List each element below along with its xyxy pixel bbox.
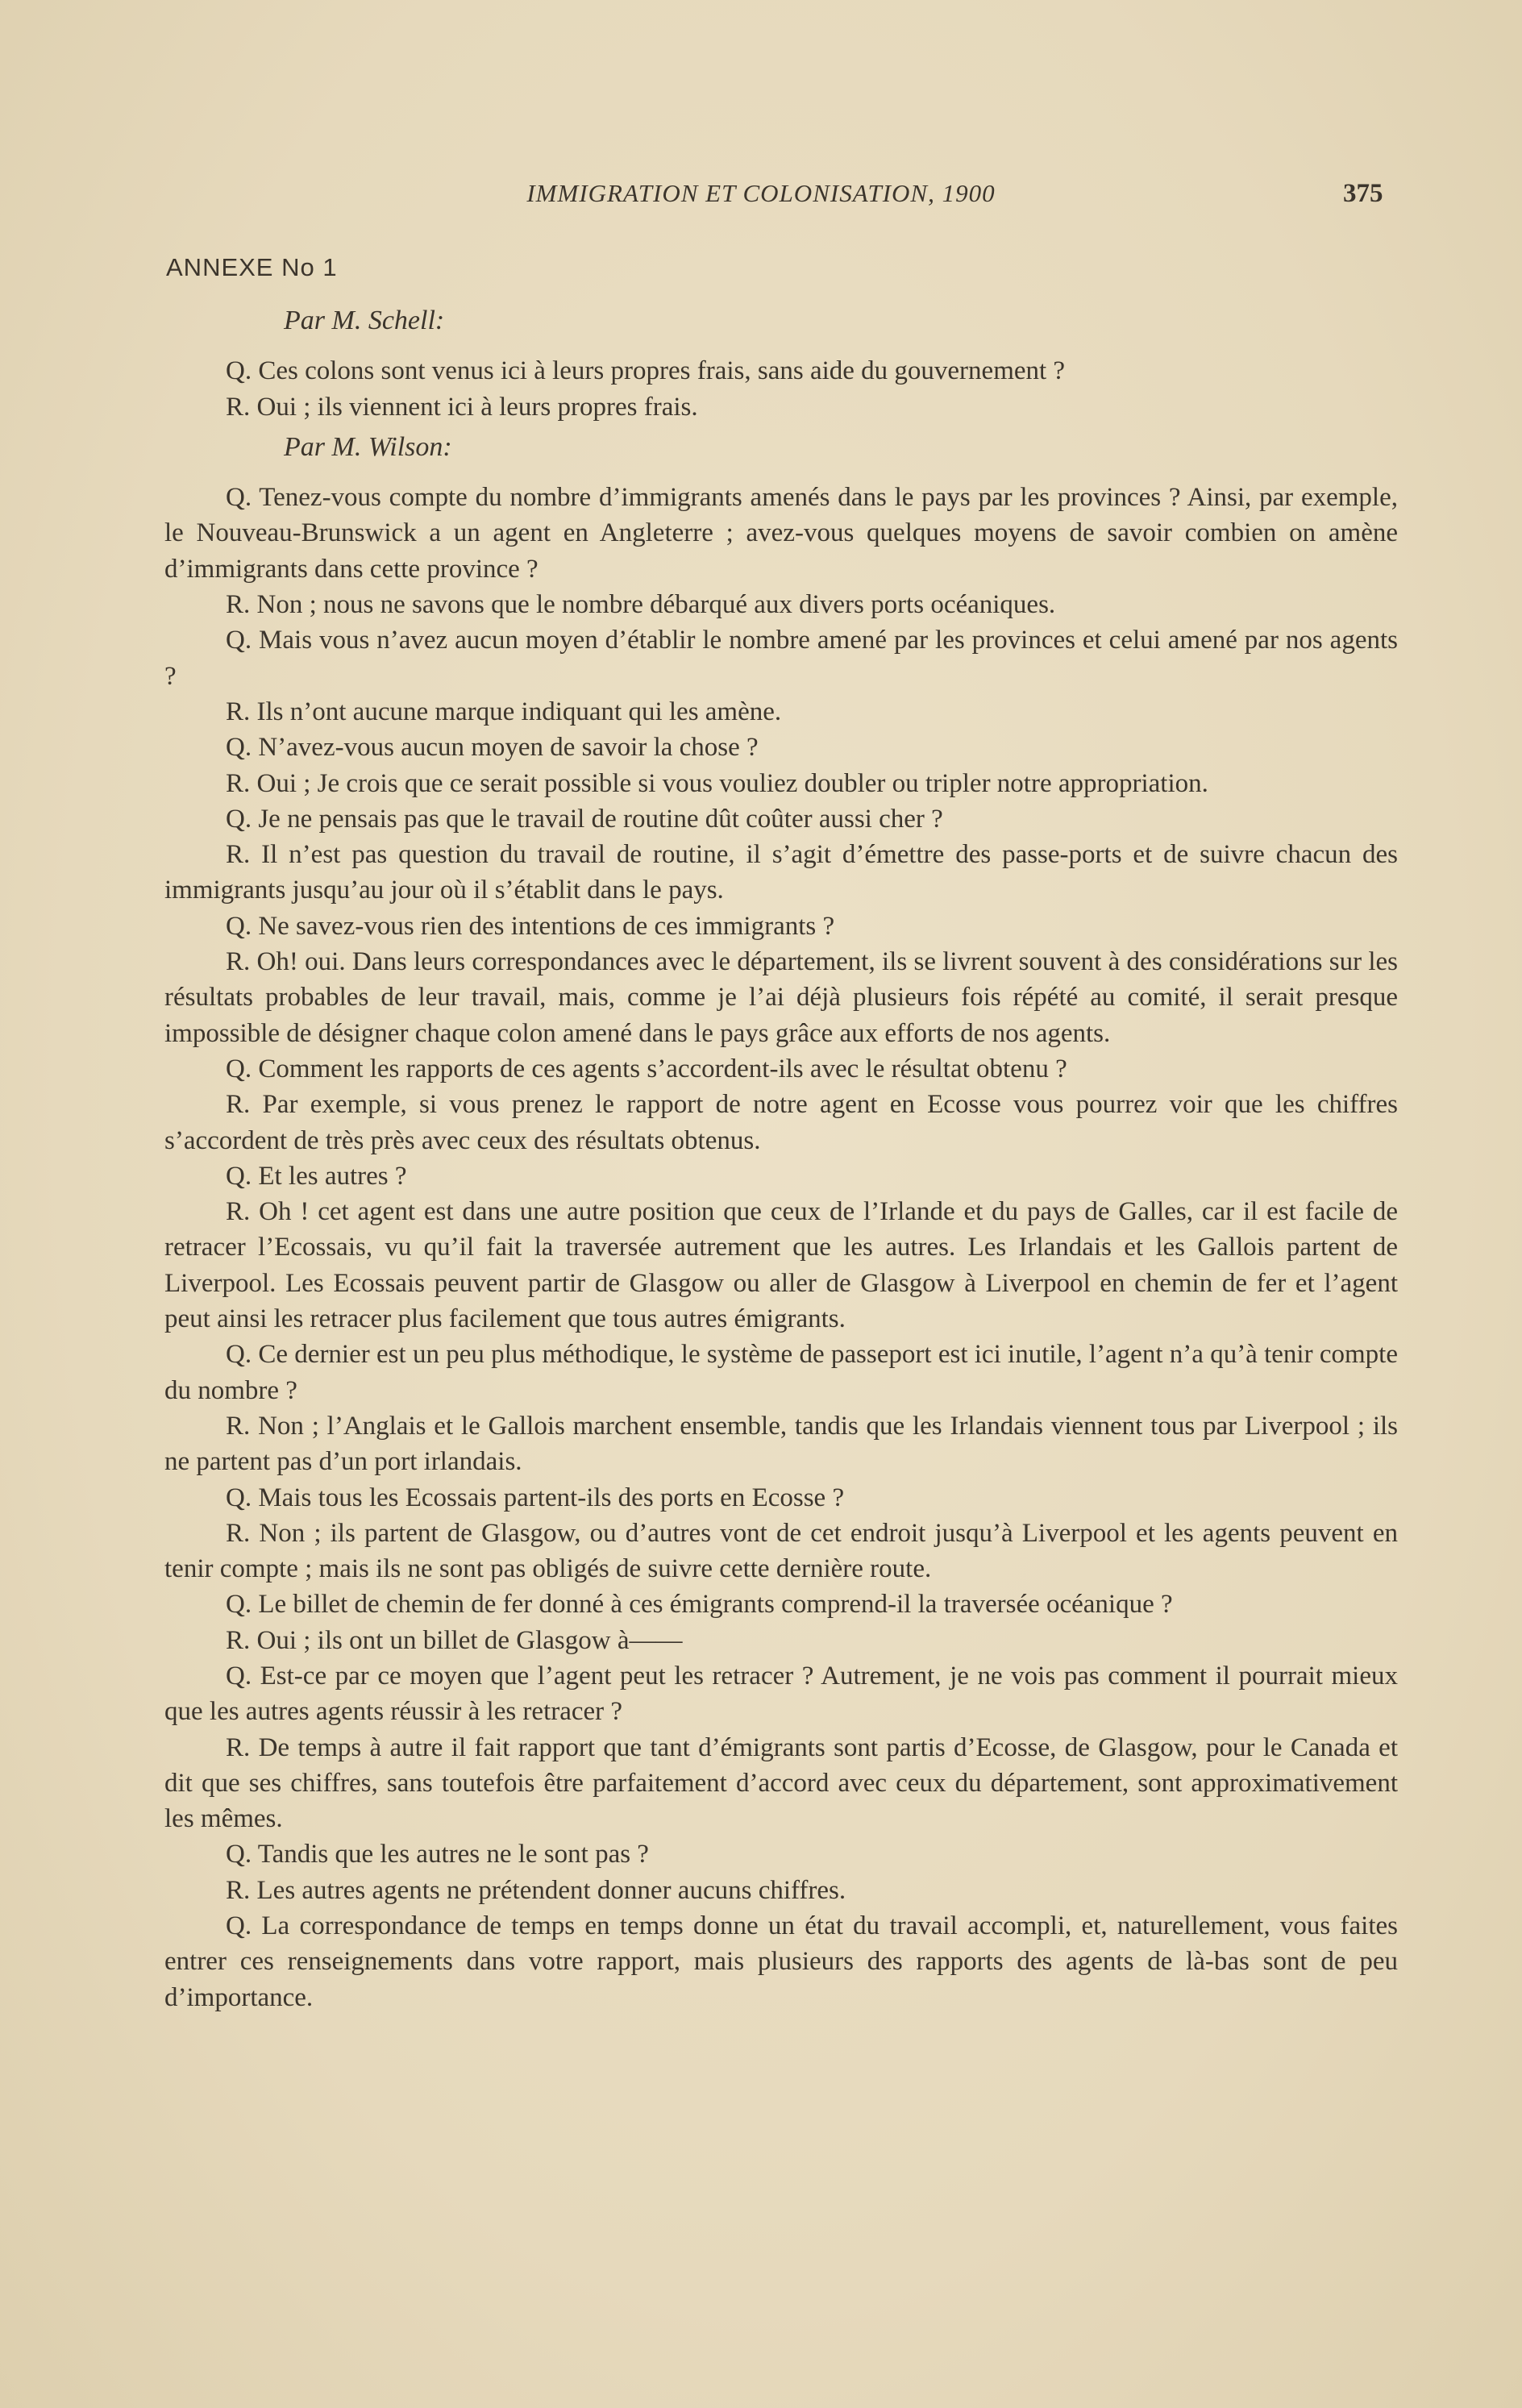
question-paragraph: Q. Tenez-vous compte du nombre d’immigrants amenés dans le pays par les provinces ? Ainsi, par exemple, le Nouveau-Brunswick a un agent en Angleterre ; avez-vous quelques moyens de savoir combien on amène d’immigrants dans cette province ? — [164, 483, 1398, 584]
question-paragraph: Q. Ne savez-vous rien des intentions de ces immigrants ? — [226, 911, 835, 941]
speaker-heading: Par M. Schell: — [284, 306, 445, 335]
answer-paragraph: R. Oui ; ils viennent ici à leurs propres frais. — [226, 392, 698, 422]
question-paragraph: Q. Et les autres ? — [226, 1161, 407, 1191]
running-header-title: IMMIGRATION ET COLONISATION, 1900 — [526, 179, 996, 207]
speaker-heading: Par M. Wilson: — [284, 431, 452, 462]
answer-paragraph: R. Par exemple, si vous prenez le rapport de notre agent en Ecosse vous pourrez voir que les chiffres s’accordent de très près avec ceux des résultats obtenus. — [164, 1090, 1398, 1155]
answer-paragraph: R. Non ; ils partent de Glasgow, ou d’autres vont de cet endroit jusqu’à Liverpool et les agents peuvent en tenir compte ; mais ils ne sont pas obligés de suivre cette dernière route. — [164, 1518, 1398, 1584]
answer-paragraph: R. De temps à autre il fait rapport que tant d’émigrants sont partis d’Ecosse, de Glasgow, pour le Canada et dit que ses chiffres, sans toutefois être parfaitement d’accord avec ceux du département, sont approximativement les mêmes. — [164, 1732, 1398, 1834]
question-paragraph: Q. Tandis que les autres ne le sont pas ? — [226, 1840, 649, 1869]
question-paragraph: Q. Le billet de chemin de fer donné à ces émigrants comprend-il la traversée océanique ? — [226, 1590, 1173, 1620]
question-paragraph: Q. Est-ce par ce moyen que l’agent peut les retracer ? Autrement, je ne vois pas comment il pourrait mieux que les autres agents réussir à les retracer ? — [164, 1661, 1398, 1727]
answer-paragraph: R. Oui ; Je crois que ce serait possible si vous vouliez doubler ou tripler notre appropriation. — [226, 768, 1208, 798]
answer-paragraph: R. Non ; nous ne savons que le nombre débarqué aux divers ports océaniques. — [226, 590, 1056, 620]
page-number: 375 — [1343, 179, 1383, 208]
answer-paragraph: R. Oui ; ils ont un billet de Glasgow à—— — [226, 1625, 683, 1655]
answer-paragraph: R. Oh! oui. Dans leurs correspondances avec le département, ils se livrent souvent à des considérations sur les résultats probables de leur travail, mais, comme je l’ai déjà plusieurs fois répété au comité, il serait presque impossible de désigner chaque colon amené dans le pays grâce aux efforts de nos agents. — [164, 947, 1398, 1048]
question-paragraph: Q. Ce dernier est un peu plus méthodique, le système de passeport est ici inutile, l’agent n’a qu’à tenir compte du nombre ? — [164, 1340, 1398, 1405]
answer-paragraph: R. Oh ! cet agent est dans une autre position que ceux de l’Irlande et du pays de Galles, car il est facile de retracer l’Ecossais, vu qu’il fait la traversée autrement que les autres. Les Irlandais et les Gallois partent de Liverpool. Les Ecossais peuvent partir de Glasgow ou aller de Glasgow à Liverpool en chemin de fer et l’agent peut ainsi les retracer plus facilement que tous autres émigrants. — [164, 1197, 1398, 1334]
question-paragraph: Q. N’avez-vous aucun moyen de savoir la chose ? — [226, 733, 759, 763]
question-paragraph: Q. Mais tous les Ecossais partent-ils des ports en Ecosse ? — [226, 1483, 845, 1512]
question-paragraph: Q. Comment les rapports de ces agents s’accordent-ils avec le résultat obtenu ? — [226, 1054, 1067, 1083]
answer-paragraph: R. Non ; l’Anglais et le Gallois marchent ensemble, tandis que les Irlandais viennent tous par Liverpool ; ils ne partent pas d’un port irlandais. — [164, 1411, 1398, 1477]
answer-paragraph: R. Les autres agents ne prétendent donner aucuns chiffres. — [226, 1875, 846, 1905]
question-paragraph: Q. La correspondance de temps en temps donne un état du travail accompli, et, naturellement, vous faites entrer ces renseignements dans votre rapport, mais plusieurs des rapports des agents de là-bas sont de peu d’importance. — [164, 1911, 1398, 2012]
question-paragraph: Q. Je ne pensais pas que le travail de routine dût coûter aussi cher ? — [226, 804, 943, 834]
question-paragraph: Q. Mais vous n’avez aucun moyen d’établir le nombre amené par les provinces et celui amené par nos agents ? — [164, 626, 1398, 691]
body-text — [164, 303, 1398, 2015]
question-paragraph: Q. Ces colons sont venus ici à leurs propres frais, sans aide du gouvernement ? — [226, 356, 1066, 386]
answer-paragraph: R. Il n’est pas question du travail de routine, il s’agit d’émettre des passe-ports et de suivre chacun des immigrants jusqu’au jour où il s’établit dans le pays. — [164, 840, 1398, 905]
annex-label: ANNEXE No 1 — [166, 253, 338, 281]
answer-paragraph: R. Ils n’ont aucune marque indiquant qui les amène. — [226, 697, 782, 726]
